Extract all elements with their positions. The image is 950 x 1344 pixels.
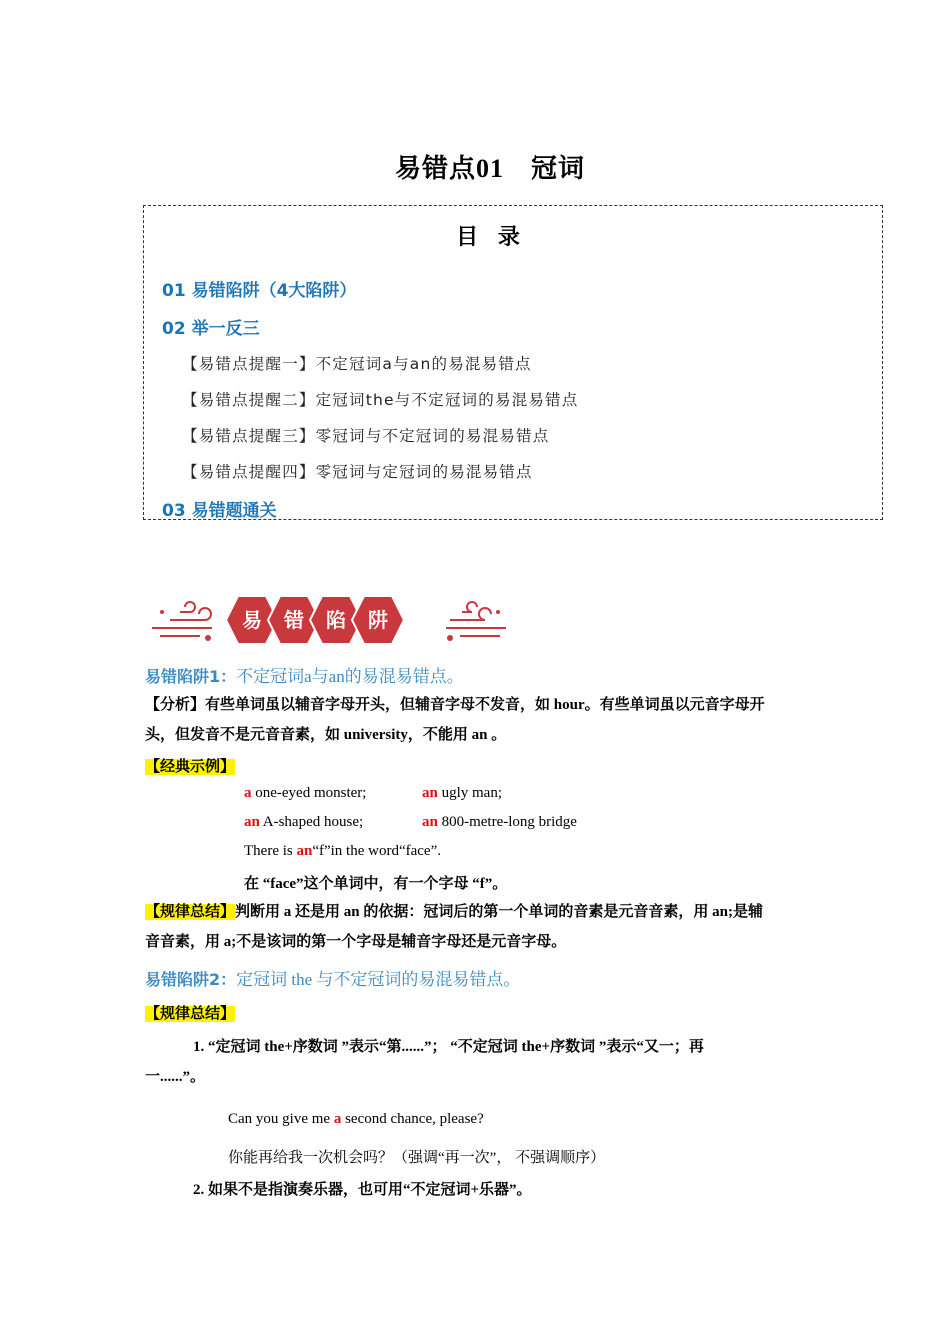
trap1-rule: 【规律总结】判断用 a 还是用 an 的依据：冠词后的第一个单词的音素是元音音素，用 an;是辅 音音素，用 a;不是该词的第一个字母是辅音字母还是元音字母。 [145, 904, 763, 950]
example-row-2: an A-shaped house; an 800-metre-long bridge [244, 814, 577, 830]
toc-section-2[interactable]: 02 举一反三 [162, 319, 260, 339]
example-row-4: 在 “face”这个单词中，有一个字母 “f”。 [244, 876, 508, 892]
toc-section-3[interactable]: 03 易错题通关 [162, 501, 277, 521]
banner-cloud-left-icon [152, 602, 212, 641]
trap2-example: Can you give me a second chance, please? [228, 1111, 484, 1127]
banner-char-3: 陷 [326, 608, 346, 632]
trap1-heading: 易错陷阱1：不定冠词a与an的易混易错点。 [145, 667, 464, 686]
toc-item-2[interactable]: 【易错点提醒二】定冠词the与不定冠词的易混易错点 [182, 391, 579, 409]
toc-heading: 目 录 [456, 225, 526, 250]
trap1-analysis: 【分析】有些单词虽以辅音字母开头，但辅音字母不发音，如 hour。有些单词虽以元音字母开 头，但发音不是元音音素，如 university，不能用 an 。 [145, 697, 765, 743]
trap2-heading: 易错陷阱2：定冠词 the 与不定冠词的易混易错点。 [145, 970, 521, 989]
example-row-3: There is an“f”in the word“face”. [244, 843, 441, 859]
section-banner [150, 590, 510, 650]
toc-item-1[interactable]: 【易错点提醒一】不定冠词a与an的易混易错点 [182, 355, 532, 373]
banner-char-4: 阱 [368, 608, 388, 632]
toc-item-4[interactable]: 【易错点提醒四】零冠词与定冠词的易混易错点 [182, 463, 533, 481]
example-row-1: a one-eyed monster; an ugly man; [244, 785, 503, 801]
trap2-rule-1: 1. “定冠词 the+序数词 ”表示“第......”； “不定冠词 the+序数词 ”表示“又一；再 一......”。 [145, 1039, 704, 1085]
toc-section-1[interactable]: 01 易错陷阱（4大陷阱） [162, 281, 357, 301]
banner-char-2: 错 [284, 608, 304, 632]
trap2-example-cn: 你能再给我一次机会吗？（强调“再一次”， 不强调顺序） [228, 1150, 606, 1166]
page-title: 易错点01 冠词 [394, 154, 585, 183]
trap2-rule-tag: 【规律总结】 [145, 1006, 236, 1022]
banner-char-1: 易 [242, 608, 262, 632]
banner-cloud-right-icon [446, 602, 506, 641]
example-tag: 【经典示例】 [145, 759, 236, 775]
toc-item-3[interactable]: 【易错点提醒三】零冠词与不定冠词的易混易错点 [182, 427, 550, 445]
trap2-rule-2: 2. 如果不是指演奏乐器，也可用“不定冠词+乐器”。 [193, 1182, 532, 1198]
